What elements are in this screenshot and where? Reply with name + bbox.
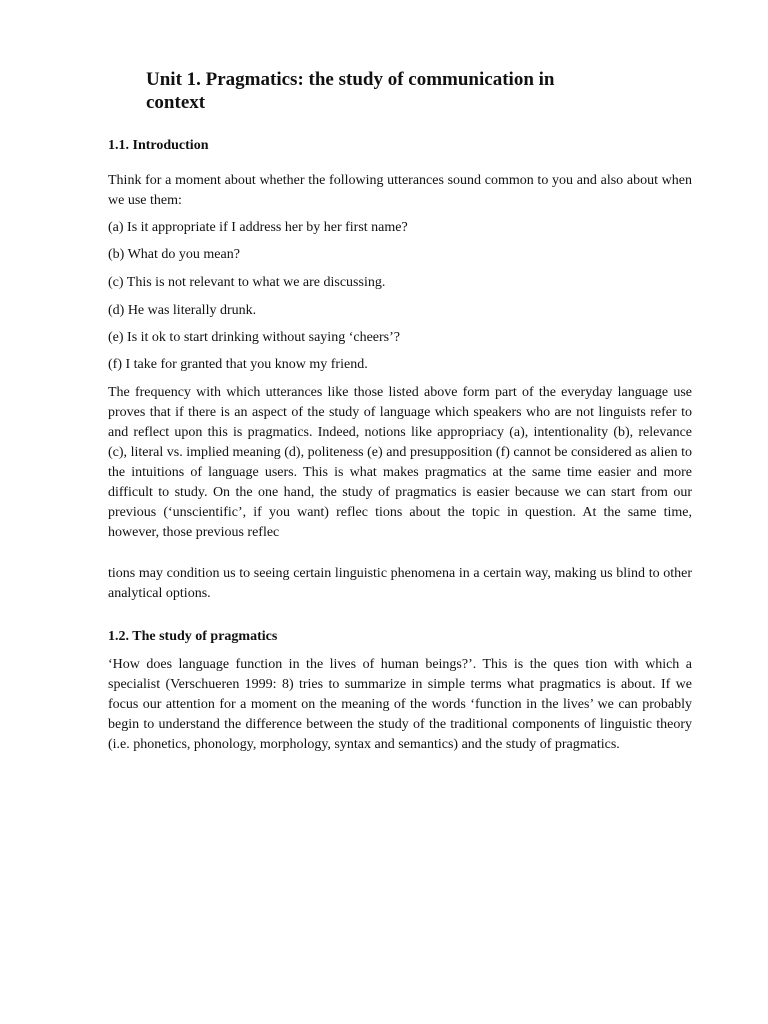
example-b: (b) What do you mean? — [108, 247, 240, 262]
example-d: (d) He was literally drunk. — [108, 303, 257, 318]
example-f: (f) I take for granted that you know my friend. — [108, 357, 368, 372]
example-c: (c) This is not relevant to what we are discussing. — [108, 275, 386, 290]
example-e: (e) Is it ok to start drinking without saying ‘cheers’? — [108, 330, 400, 345]
section-heading-introduction: 1.1. Introduction — [108, 138, 209, 153]
paragraph: Think for a moment about whether the following utterances sound common to you and also about when we use them: — [108, 173, 692, 208]
example-a: (a) Is it appropriate if I address her by her first name? — [108, 220, 408, 235]
section-heading-study-of-pragmatics: 1.2. The study of pragmatics — [108, 629, 278, 644]
paragraph: tions may condition us to seeing certain linguistic phenomena in a certain way, making us blind to other analytical options. — [108, 566, 692, 601]
paragraph: ‘How does language function in the lives of human beings?’. This is the ques tion with which a specialist (Verschueren 1999: 8) tries to summarize in simple terms what pragmatics is about. If we focus our attention for a moment on the meaning of the words ‘function in the lives’ we can probably begin to understand the difference between the study of the traditional components of linguistic theory (i.e. phonetics, phonology, morphology, syntax and semantics) and the study of pragmatics. — [108, 657, 692, 752]
page-title: Unit 1. Pragmatics: the study of communication in context — [146, 69, 555, 113]
paragraph: The frequency with which utterances like those listed above form part of the everyday language use proves that if there is an aspect of the study of language which speakers who are not linguists refer to and reflect upon this is pragmatics. Indeed, notions like appropriacy (a), intentionality (b), relevance (c), literal vs. implied meaning (d), politeness (e) and presupposition (f) cannot be considered as alien to the intuitions of language users. This is what makes pragmatics at the same time easier and more difficult to study. On the one hand, the study of pragmatics is easier because we can start from our previous (‘unscientific’, if you want) reflec tions about the topic in question. At the same time, however, those previous reflec — [108, 385, 692, 540]
